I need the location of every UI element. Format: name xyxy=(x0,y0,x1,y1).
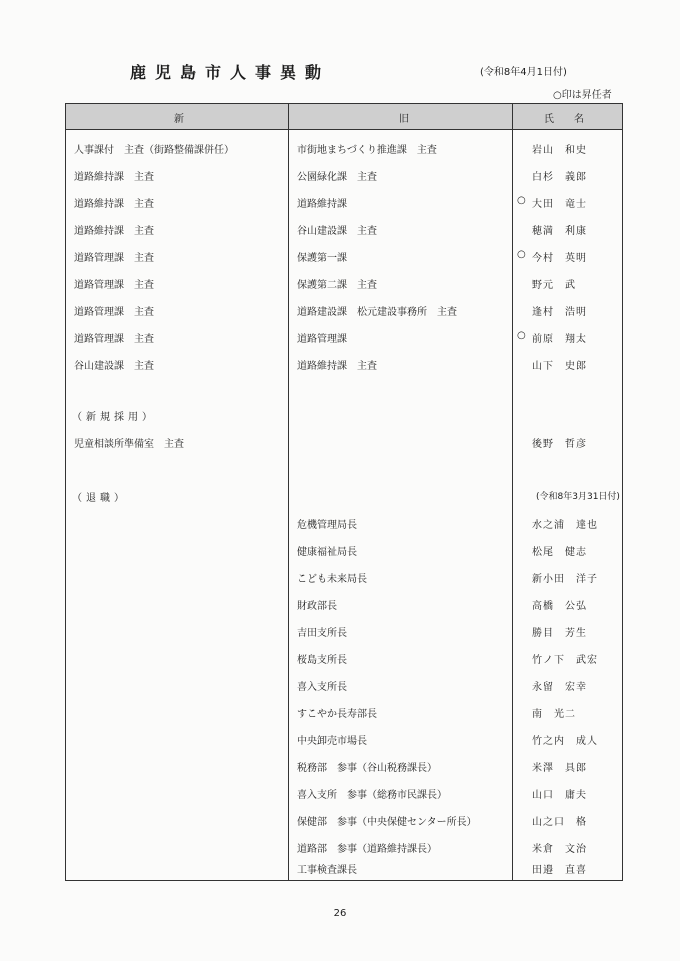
section-label: （新規採用） xyxy=(72,412,156,423)
table-row xyxy=(66,644,622,671)
table-row xyxy=(66,725,622,752)
section-heading-new-hire xyxy=(66,401,622,428)
new-position: 道路維持課 主査 xyxy=(74,199,154,210)
table-row xyxy=(66,752,622,779)
page-title: 鹿児島市人事異動 xyxy=(130,63,331,82)
table-row xyxy=(66,323,622,350)
person-name: 山下 史郎 xyxy=(532,361,587,372)
table-row xyxy=(66,854,622,881)
person-name: 高橋 公弘 xyxy=(532,601,587,612)
old-position: 保護第一課 xyxy=(297,253,347,264)
table-row xyxy=(66,296,622,323)
old-position: 財政部長 xyxy=(297,601,337,612)
table-row xyxy=(66,161,622,188)
old-position: 喜入支所長 xyxy=(297,682,347,693)
old-position: 保護第二課 主査 xyxy=(297,280,377,291)
old-position: 道路維持課 xyxy=(297,199,347,210)
table-row xyxy=(66,350,622,377)
person-name: 新小田 洋子 xyxy=(532,574,598,585)
person-name: 水之浦 達也 xyxy=(532,520,598,531)
table-row xyxy=(66,617,622,644)
person-name: 前原 翔太 xyxy=(532,334,587,345)
person-name: 今村 英明 xyxy=(532,253,587,264)
table-row xyxy=(66,536,622,563)
new-position: 谷山建設課 主査 xyxy=(74,361,154,372)
table-row xyxy=(66,215,622,242)
table-row xyxy=(66,671,622,698)
new-position: 道路管理課 主査 xyxy=(74,334,154,345)
table-row xyxy=(66,698,622,725)
table-row xyxy=(66,134,622,161)
table-row xyxy=(66,779,622,806)
old-position: 道路管理課 xyxy=(297,334,347,345)
old-position: 道路部 参事（道路維持課長） xyxy=(297,844,437,855)
person-name: 白杉 義郎 xyxy=(532,172,587,183)
old-position: 道路維持課 主査 xyxy=(297,361,377,372)
person-name: 米倉 文治 xyxy=(532,844,587,855)
new-position: 道路管理課 主査 xyxy=(74,253,154,264)
section-heading-retirement xyxy=(66,482,622,509)
old-position: 喜入支所 参事（総務市民課長） xyxy=(297,790,447,801)
effective-date: (令和8年4月1日付) xyxy=(480,67,567,78)
old-position: 税務部 参事（谷山税務課長） xyxy=(297,763,437,774)
old-position: 工事検査課長 xyxy=(297,865,357,876)
old-position: こども未来局長 xyxy=(297,574,367,585)
new-position: 道路管理課 主査 xyxy=(74,280,154,291)
new-position: 道路維持課 主査 xyxy=(74,172,154,183)
person-name: 岩山 和史 xyxy=(532,145,587,156)
old-position: 吉田支所長 xyxy=(297,628,347,639)
person-name: 南 光二 xyxy=(532,709,576,720)
person-name: 野元 武 xyxy=(532,280,576,291)
table-row xyxy=(66,509,622,536)
new-position: 道路維持課 主査 xyxy=(74,226,154,237)
person-name: 竹之内 成人 xyxy=(532,736,598,747)
table-header xyxy=(66,104,622,130)
old-position: 保健部 参事（中央保健センター所長） xyxy=(297,817,477,828)
old-position: 危機管理局長 xyxy=(297,520,357,531)
promotion-note: ○印は昇任者 xyxy=(553,90,612,101)
new-position: 道路管理課 主査 xyxy=(74,307,154,318)
header-name: 氏 名 xyxy=(544,114,584,125)
person-name: 米澤 具郎 xyxy=(532,763,587,774)
person-name: 逢村 浩明 xyxy=(532,307,587,318)
table-row xyxy=(66,242,622,269)
new-position: 人事課付 主査（街路整備課併任） xyxy=(74,145,234,156)
person-name: 後野 哲彦 xyxy=(532,439,587,450)
old-position: 市街地まちづくり推進課 主査 xyxy=(297,145,437,156)
promotion-mark: ○ xyxy=(517,195,526,206)
page-number: 26 xyxy=(333,908,347,919)
person-name: 田邉 直喜 xyxy=(532,865,587,876)
personnel-table xyxy=(65,103,623,881)
table-row xyxy=(66,590,622,617)
section-label: （退職） xyxy=(72,493,128,504)
old-position: 中央卸売市場長 xyxy=(297,736,367,747)
header-old: 旧 xyxy=(399,114,409,125)
person-name: 勝目 芳生 xyxy=(532,628,587,639)
old-position: 道路建設課 松元建設事務所 主査 xyxy=(297,307,457,318)
table-row xyxy=(66,428,622,455)
promotion-mark: ○ xyxy=(517,249,526,260)
new-position: 児童相談所準備室 主査 xyxy=(74,439,184,450)
old-position: 桜島支所長 xyxy=(297,655,347,666)
old-position: すこやか長寿部長 xyxy=(297,709,377,720)
person-name: 山口 庸夫 xyxy=(532,790,587,801)
promotion-mark: ○ xyxy=(517,330,526,341)
person-name: 山之口 格 xyxy=(532,817,587,828)
person-name: 大田 竜士 xyxy=(532,199,587,210)
person-name: 竹ノ下 武宏 xyxy=(532,655,598,666)
header-new: 新 xyxy=(174,114,184,125)
person-name: 穂満 利康 xyxy=(532,226,587,237)
person-name: 松尾 健志 xyxy=(532,547,587,558)
table-row xyxy=(66,563,622,590)
retirement-date: (令和8年3月31日付) xyxy=(536,492,620,502)
old-position: 公園緑化課 主査 xyxy=(297,172,377,183)
old-position: 谷山建設課 主査 xyxy=(297,226,377,237)
table-row xyxy=(66,188,622,215)
person-name: 永留 宏幸 xyxy=(532,682,587,693)
table-row xyxy=(66,269,622,296)
table-row xyxy=(66,806,622,833)
old-position: 健康福祉局長 xyxy=(297,547,357,558)
